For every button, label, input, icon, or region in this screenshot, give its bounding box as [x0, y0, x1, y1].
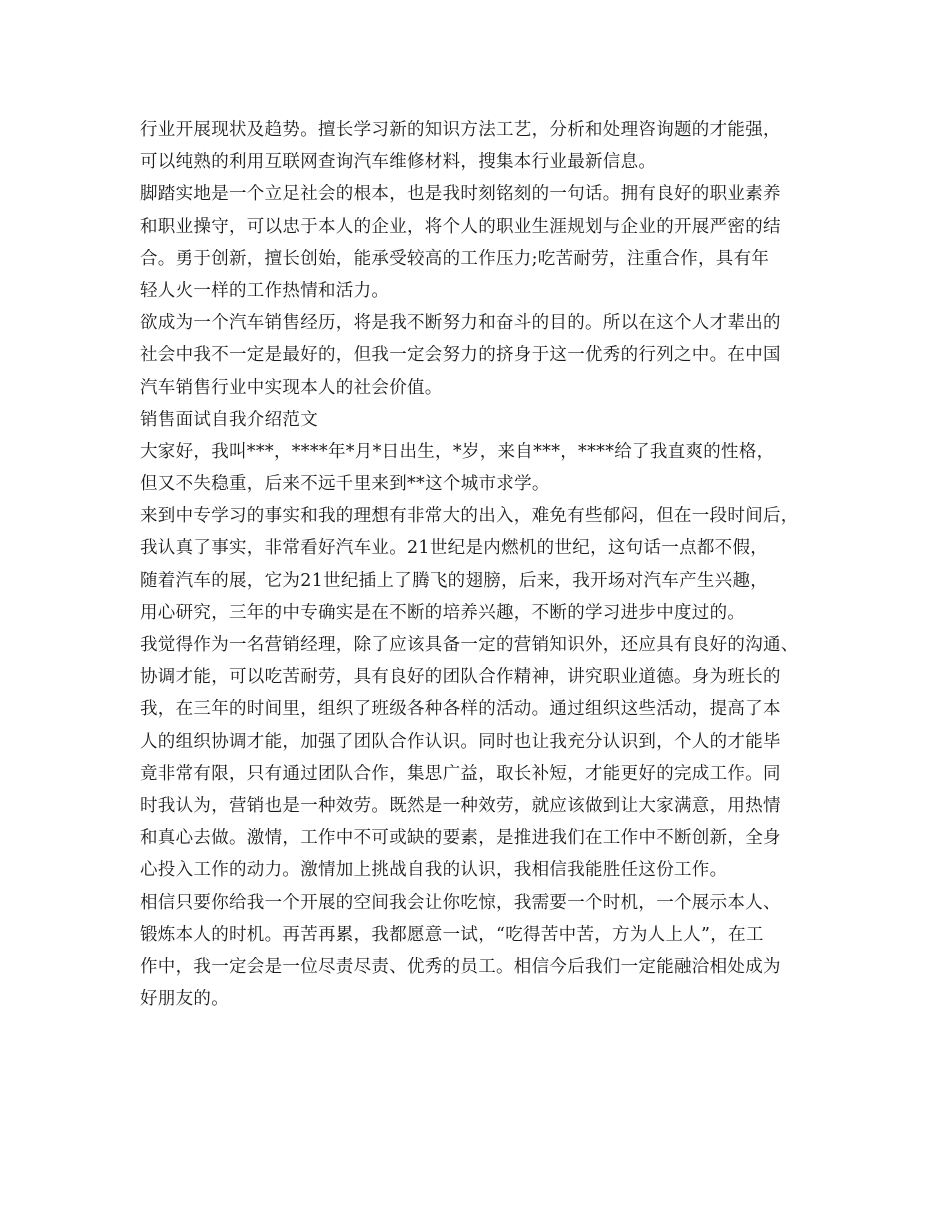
text-line: 来到中专学习的事实和我的理想有非常大的出入，难免有些郁闷，但在一段时间后， [140, 506, 799, 527]
text-line: 相信只要你给我一个开展的空间我会让你吃惊，我需要一个时机，一个展示本人、 [140, 892, 781, 913]
text-line: 和职业操守，可以忠于本人的企业，将个人的职业生涯规划与企业的开展严密的结 [140, 216, 781, 237]
text-line: 汽车销售行业中实现本人的社会价值。 [140, 377, 443, 398]
text-line: 社会中我不一定是最好的，但我一定会努力的挤身于这一优秀的行列之中。在中国 [140, 345, 781, 366]
text-line: 心投入工作的动力。激情加上挑战自我的认识，我相信我能胜任这份工作。 [140, 860, 728, 881]
text-line: 脚踏实地是一个立足社会的根本，也是我时刻铭刻的一句话。拥有良好的职业素养 [140, 184, 781, 205]
text-line: 轻人火一样的工作热情和活力。 [140, 280, 390, 301]
text-line: 竟非常有限，只有通过团队合作，集思广益，取长补短，才能更好的完成工作。同 [140, 763, 781, 784]
text-line: 随着汽车的展，它为21世纪插上了腾飞的翅膀，后来，我开场对汽车产生兴趣， [140, 570, 769, 591]
text-line: 作中，我一定会是一位尽责尽责、优秀的员工。相信今后我们一定能融洽相处成为 [140, 956, 781, 977]
text-line: 但又不失稳重，后来不远千里来到**这个城市求学。 [140, 474, 550, 495]
text-line: 可以纯熟的利用互联网查询汽车维修材料，搜集本行业最新信息。 [140, 152, 657, 173]
text-line: 我认真了事实，非常看好汽车业。21世纪是内燃机的世纪，这句话一点都不假， [140, 538, 769, 559]
text-line: 欲成为一个汽车销售经历，将是我不断努力和奋斗的目的。所以在这个人才辈出的 [140, 313, 781, 334]
text-line: 我觉得作为一名营销经理，除了应该具备一定的营销知识外，还应具有良好的沟通、 [140, 635, 799, 655]
text-line: 用心研究，三年的中专确实是在不断的培养兴趣，不断的学习进步中度过的。 [140, 602, 746, 623]
text-line: 协调才能，可以吃苦耐劳，具有良好的团队合作精神，讲究职业道德。身为班长的 [140, 667, 781, 688]
text-line: 人的组织协调才能，加强了团队合作认识。同时也让我充分认识到，个人的才能毕 [140, 731, 781, 752]
text-line: 好朋友的。 [140, 989, 229, 1010]
text-line: 时我认为，营销也是一种效劳。既然是一种效劳，就应该做到让大家满意，用热情 [140, 795, 781, 816]
document-body [140, 114, 830, 1015]
text-line: 锻炼本人的时机。再苦再累，我都愿意一试，“吃得苦中苦，方为人上人”，在工 [140, 924, 764, 945]
text-line: 行业开展现状及趋势。擅长学习新的知识方法工艺，分析和处理咨询题的才能强， [140, 120, 781, 140]
text-line: 大家好，我叫***，****年*月*日出生，*岁，来自***，****给了我直爽的性格， [140, 441, 775, 462]
text-line: 我，在三年的时间里，组织了班级各种各样的活动。通过组织这些活动，提高了本 [140, 699, 781, 720]
text-line: 合。勇于创新，擅长创始，能承受较高的工作压力;吃苦耐劳，注重合作，具有年 [140, 248, 770, 269]
text-line: 和真心去做。激情，工作中不可或缺的要素，是推进我们在工作中不断创新，全身 [140, 828, 781, 849]
section-heading: 销售面试自我介绍范文 [140, 409, 318, 430]
